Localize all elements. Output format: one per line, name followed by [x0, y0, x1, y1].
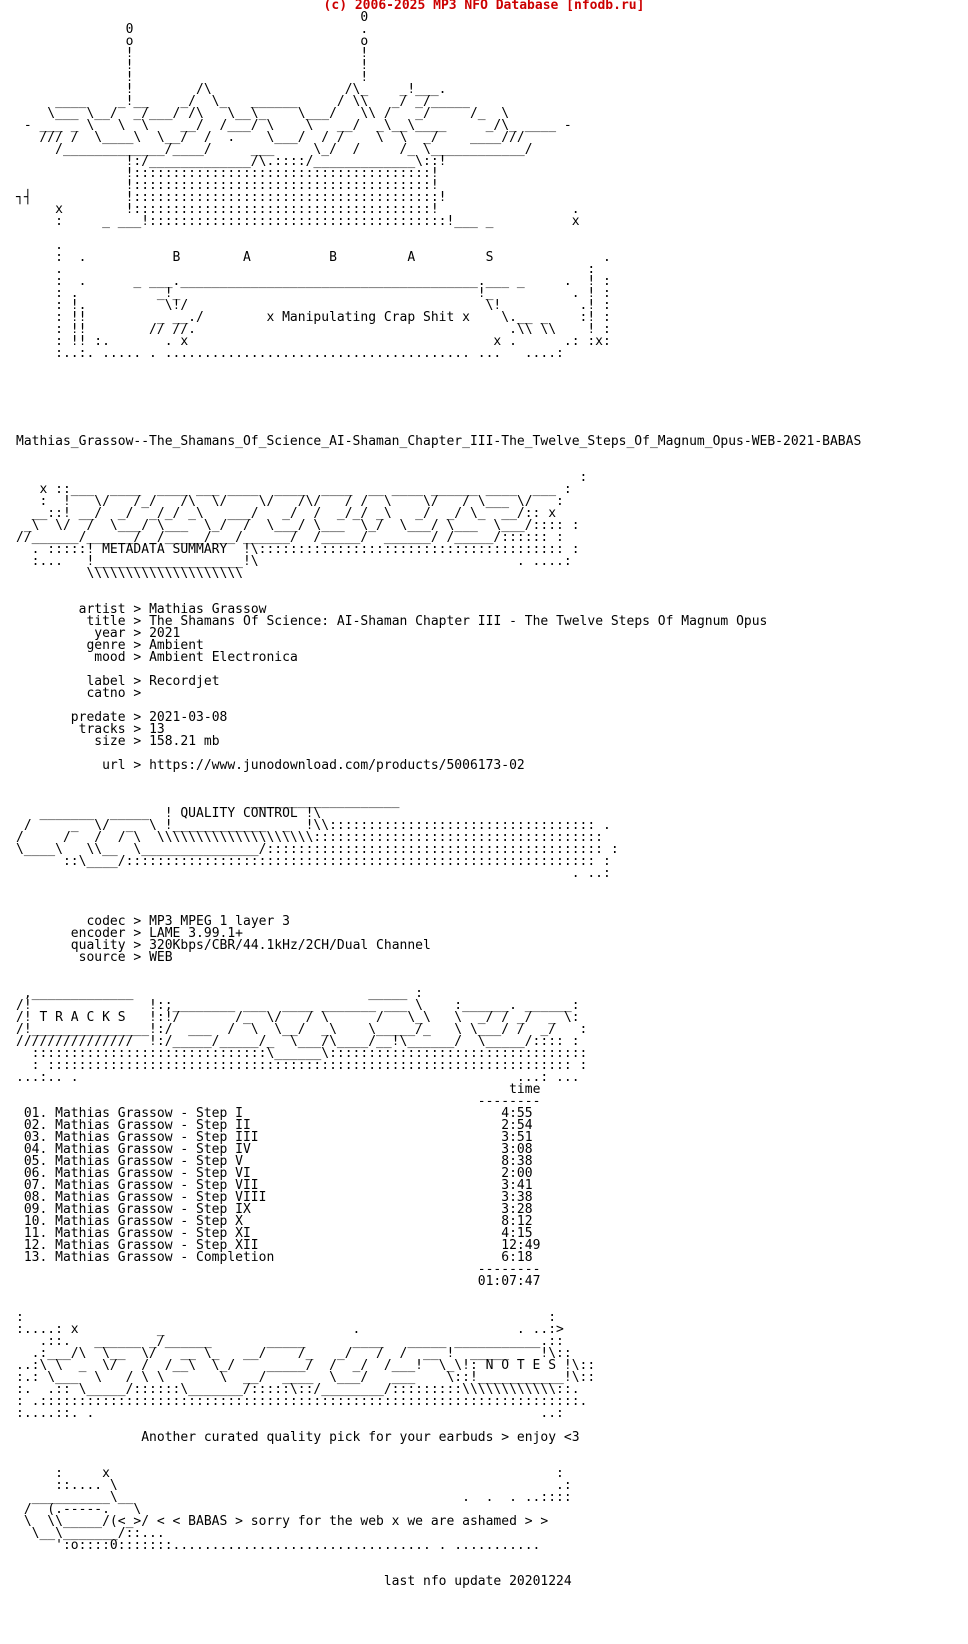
quality-label: quality [70, 938, 126, 953]
track-number: 08. [23, 1190, 48, 1205]
track-number: 06. [23, 1166, 48, 1181]
encoder-value: LAME 3.99.1+ [149, 926, 243, 941]
track-title: Mathias Grassow - Step IX [55, 1202, 251, 1217]
track-title: Mathias Grassow - Step VIII [55, 1190, 267, 1205]
track-number: 01. [23, 1106, 48, 1121]
quality-block [16, 916, 431, 964]
genre-row: genre > Ambient [86, 638, 204, 653]
encoder-label: encoder [70, 926, 126, 941]
codec-row: codec > MP3 MPEG 1 layer 3 [86, 914, 290, 929]
track-time: 3:41 [501, 1178, 533, 1193]
url-row: url > https://www.junodownload.com/products/5006173-02 [102, 758, 525, 773]
mood-value: Ambient Electronica [149, 650, 298, 665]
track-number: 10. [23, 1214, 48, 1229]
artist-row: artist > Mathias Grassow [78, 602, 267, 617]
tracklist [16, 1084, 540, 1288]
track-title: Mathias Grassow - Step VI [55, 1166, 251, 1181]
track-time: 8:12 [501, 1214, 533, 1229]
tracks-value: 13 [149, 722, 165, 737]
track-time: 3:08 [501, 1142, 533, 1157]
quality-value: 320Kbps/CBR/44.1kHz/2CH/Dual Channel [149, 938, 431, 953]
year-label: year [94, 626, 126, 641]
quality-row: quality > 320Kbps/CBR/44.1kHz/2CH/Dual Channel [70, 938, 431, 953]
babas-logo-art: 0 0 . o o ! ! ! ! ! ! ! /\ /\_ _!___. ____ _!__ _/ \_ ______ / \\ _/ _/_____ \___ \__/ _/___/ /\ \__\_ \___/ \\ / _/ /_ \ - ___ _ \ \ \ __/ /___/ \ \ __/ _\__\____ _/\_ ____ - /// / \____\ \__/ / . \___/ / / \ \ _/ ____/// /_____________/____/ ___ \_/ / /_ \____________/ !:/_____________/\.::::/_____________\::! !::::::::::::::::::::::::::::::::::::::! !::::::::::::::::::::::::::::::::::::::! ┐┤ !:::::::::::::::::::::::::::::::::::::::! x !::::::::::::::::::::::::::::::::::::::! . : _ ___!::::::::::::::::::::::::::::::::::::::!___ _ x . : . B A B A S . . : : . _ ___.______________________________________.___ _ . ! : : . _!_ !_ . ! : : !. \!/ \! .! : : !! _ __./ x Manipulating Crap Shit x \.__ _ :! : : !! // //. .\\ \\ ! : : !! :. . x x . .: :x: :..:. ..... . ....................................... ... ....: [16, 10, 611, 361]
year-row: year > 2021 [94, 626, 181, 641]
url-value: https://www.junodownload.com/products/5006173-02 [149, 758, 525, 773]
label-value: Recordjet [149, 674, 220, 689]
codec-label: codec [86, 914, 126, 929]
mood-label: mood [94, 650, 126, 665]
track-time: 3:51 [501, 1130, 533, 1145]
track-title: Mathias Grassow - Completion [55, 1250, 275, 1265]
track-time: 8:38 [501, 1154, 533, 1169]
title-row: title > The Shamans Of Science: AI-Shaman Chapter III - The Twelve Steps Of Magnum Opus [86, 614, 768, 629]
predate-row: predate > 2021-03-08 [70, 710, 228, 725]
size-label: size [94, 734, 126, 749]
track-title: Mathias Grassow - Step X [55, 1214, 243, 1229]
track-number: 04. [23, 1142, 48, 1157]
total-time-row [16, 1274, 540, 1289]
track-title: Mathias Grassow - Step VII [55, 1178, 259, 1193]
url-label: url [102, 758, 126, 773]
year-value: 2021 [149, 626, 181, 641]
time-header: time [509, 1082, 541, 1097]
release-name: Mathias_Grassow--The_Shamans_Of_Science_AI-Shaman_Chapter_III-The_Twelve_Steps_Of_Magnum_Opus-WEB-2021-BABAS [16, 434, 862, 449]
track-time: 12:49 [501, 1238, 541, 1253]
notes-text: Another curated quality pick for your earbuds > enjoy <3 [141, 1430, 580, 1445]
track-time: 2:54 [501, 1118, 533, 1133]
track-title: Mathias Grassow - Step V [55, 1154, 243, 1169]
track-title: Mathias Grassow - Step XII [55, 1238, 259, 1253]
source-row: source > WEB [78, 950, 173, 965]
track-time: 4:15 [501, 1226, 533, 1241]
footer-art: : x : ::.... \ .: __________\__ . . . ..:::: / (.-----. \ \ \\_____/(<_>/ < < BABAS > sorry for the web x we are ashamed > > \__\_______/::... ':o::::0:::::::................................. . ........... [23, 1466, 572, 1553]
notes-banner: : : :....: x _ . . ..:> .::. ______ _/______ _____ ____ _____ ___________.:: .:___/\ \__ \/ __ \_ __/ /_ _/ / / __ ! _____ !\:: ..:\ \ _ \/ / /__\ \_/ _____/ / _/ /___! \_\!: N O T E S !\:: :.: \___ \ / \ \ \ __/ ____ \___/ ___ \::!___________!\:: :. .:: \_____/::::::\_______/:::::\::/________/:::::::::\\\\\\\\\\\\::. : .:::::::::::::::::::::::::::::::::::::::::::::::::::::::::::::::::::::. :....::. . ..: [16, 1310, 596, 1421]
track-number: 09. [23, 1202, 48, 1217]
track-title: Mathias Grassow - Step I [55, 1106, 243, 1121]
time-rule-top: -------- [477, 1094, 541, 1109]
genre-value: Ambient [149, 638, 204, 653]
label-label: label [86, 674, 126, 689]
source-value: WEB [149, 950, 173, 965]
tracks-row: tracks > 13 [78, 722, 165, 737]
track-title: Mathias Grassow - Step II [55, 1118, 251, 1133]
track-title: Mathias Grassow - Step IV [55, 1142, 251, 1157]
metadata-block [16, 604, 767, 772]
size-row: size > 158.21 mb [94, 734, 220, 749]
site-header: (c) 2006-2025 MP3 NFO Database [nfodb.ru] [323, 0, 645, 13]
predate-value: 2021-03-08 [149, 710, 228, 725]
mood-row: mood > Ambient Electronica [94, 650, 298, 665]
codec-value: MP3 MPEG 1 layer 3 [149, 914, 290, 929]
title-label: title [86, 614, 126, 629]
track-title: Mathias Grassow - Step III [55, 1130, 259, 1145]
total-time: 01:07:47 [477, 1274, 541, 1289]
track-number: 02. [23, 1118, 48, 1133]
artist-value: Mathias Grassow [149, 602, 267, 617]
tracks-banner: ,_____________ _____ : /! !:;________ ___ ____ _______ ___ \ :______. ______: /! T R A C K S !:!/ /_ \/ / \ / \_\ \ _/ / _/ _ \: /!_______________!:/ ___ / \ \__/ _\ \_____/_ \ \___/ / _/ : /////////////// !:/_____/_____/_ \___/\____/__!\______/ \_____/:::: : ::::::::::::::::::::::::::::::\______\::::::::::::::::::::::::::::::::: : ::::::::::::::::::::::::::::::::::::::::::::::::::::::::::::::::::: : ...:.. . ...: ... [16, 986, 588, 1085]
title-value: The Shamans Of Science: AI-Shaman Chapter III - The Twelve Steps Of Magnum Opus [149, 614, 768, 629]
track-time: 2:00 [501, 1166, 533, 1181]
track-time: 6:18 [501, 1250, 533, 1265]
catno-row: catno > [86, 686, 150, 701]
track-number: 03. [23, 1130, 48, 1145]
track-number: 07. [23, 1178, 48, 1193]
time-rule-bottom: -------- [477, 1262, 541, 1277]
track-number: 12. [23, 1238, 48, 1253]
track-time: 3:28 [501, 1202, 533, 1217]
track-number: 11. [23, 1226, 48, 1241]
tracks-label: tracks [78, 722, 126, 737]
catno-label: catno [86, 686, 126, 701]
genre-label: genre [86, 638, 126, 653]
artist-label: artist [78, 602, 126, 617]
encoder-row: encoder > LAME 3.99.1+ [70, 926, 243, 941]
track-time: 3:38 [501, 1190, 533, 1205]
metadata-summary-banner: : x ::___ ____ ____ ___ ____ ____ ____ __ ____ ______ ____ ___ : : ! \/ /_/ /\ \/ \/ /\/ / / \ \/ / \___ \/ : __::! __/ _/ _/_/ _\ ___/ _/ / _/_/ _\ _/ _/ \_ __/:: x _\ \/ / \___/ \___ \_/ / \___/ \___ \_/ \___/ \___ \___/:::: : //______/______/ /_____/___/______/ /_____/ ______/ /_____/:::::: : . :::::! METADATA SUMMARY !\::::::::::::::::::::::::::::::::::::::: : :... !___________________!\ . ....: \\\\\\\\\\\\\\\\\\\\ [16, 470, 588, 581]
label-row: label > Recordjet [86, 674, 220, 689]
predate-label: predate [70, 710, 126, 725]
track-title: Mathias Grassow - Step XI [55, 1226, 251, 1241]
track-time: 4:55 [501, 1106, 533, 1121]
size-value: 158.21 mb [149, 734, 220, 749]
source-label: source [78, 950, 126, 965]
track-number: 13. [23, 1250, 48, 1265]
last-update-line: last nfo update 20201224 [383, 1574, 572, 1589]
track-number: 05. [23, 1154, 48, 1169]
quality-control-banner: ___________________ _______ _____ ! QUALITY CONTROL !\ / _ \/ _ \ !____________ _ !\\:::::::::::::::::::::::::::::::::: . / / / / \ \\\\\\\\\\\\\\\\\\\\::::::::::::::::::::::::::::::::::::: \____\ \\__ \_______________/::::::::::::::::::::::::::::::::::::::::::: : ::\____/:::::::::::::::::::::::::::::::::::::::::::::::::::::::::::: : . ..: [16, 794, 619, 881]
